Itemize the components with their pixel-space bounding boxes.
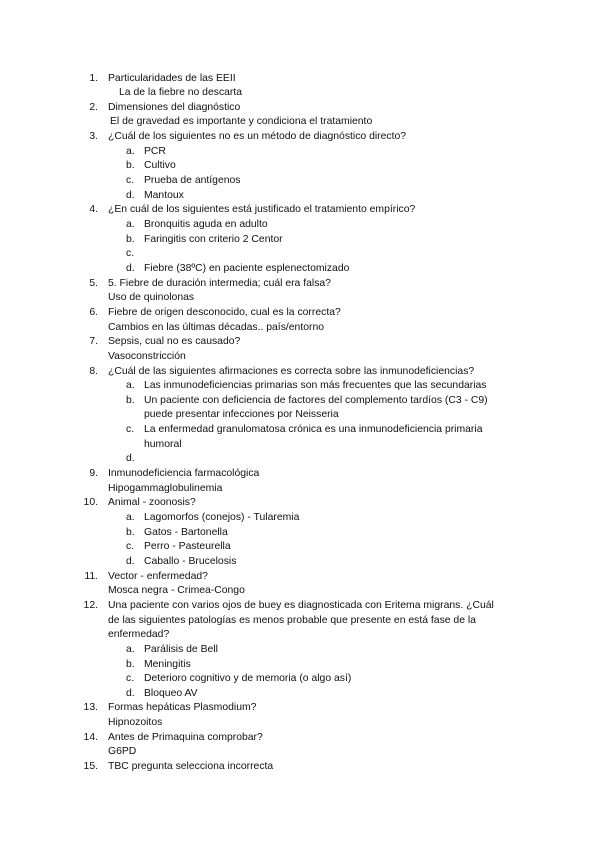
option-letter: d.: [126, 262, 135, 274]
answer-text: El de gravedad es importante y condiciona el tratamiento: [110, 116, 373, 128]
question-number: 12.: [83, 599, 98, 611]
option-text: Perro - Pasteurella: [144, 541, 231, 553]
option-letter: a.: [126, 512, 135, 523]
question-number: 8.: [89, 365, 98, 377]
answer-text: Hipogammaglobulinemia: [108, 482, 223, 494]
option-letter: c.: [126, 175, 135, 187]
option-letter: a.: [126, 643, 135, 655]
answer-text: Mosca negra - Crimea-Congo: [108, 585, 245, 597]
option-text: La enfermedad granulomatosa crónica es una inmunodeficiencia primaria: [144, 424, 483, 436]
question-number: 3.: [89, 131, 98, 143]
option-text: PCR: [144, 145, 166, 157]
option-letter: a.: [126, 219, 135, 230]
question-text: 5. Fiebre de duración intermedia; cuál era falsa?: [108, 277, 331, 289]
question-text: ¿En cuál de los siguientes está justificado el tratamiento empírico?: [108, 204, 416, 216]
question-number: 9.: [89, 468, 98, 480]
option-text: Cultivo: [144, 160, 176, 172]
option-letter: b.: [126, 160, 135, 172]
question-number: 14.: [83, 731, 98, 743]
question-text: enfermedad?: [108, 629, 170, 641]
question-text: ¿Cuál de los siguientes no es un método de diagnóstico directo?: [108, 131, 407, 143]
option-letter: d.: [126, 189, 135, 201]
question-number: 1.: [89, 72, 98, 84]
option-letter: c.: [126, 673, 135, 685]
question-text: Una paciente con varios ojos de buey es diagnosticada con Eritema migrans. ¿Cuál: [108, 599, 494, 611]
question-number: 15.: [83, 761, 98, 773]
question-text: Vector - enfermedad?: [108, 570, 208, 582]
question-text: Inmunodeficiencia farmacológica: [108, 468, 260, 480]
option-text: Faringitis con criterio 2 Centor: [144, 233, 283, 245]
question-number: 2.: [89, 101, 98, 113]
option-text: Las inmunodeficiencias primarias son más frecuentes que las secundarias: [144, 380, 487, 392]
option-text: Caballo - Brucelosis: [144, 555, 237, 567]
option-letter: b.: [126, 233, 135, 245]
option-text: Lagomorfos (conejos) - Tularemia: [144, 512, 300, 523]
option-letter: d.: [126, 687, 135, 699]
question-text: Sepsis, cual no es causado?: [108, 336, 241, 348]
answer-text: Vasoconstricción: [108, 350, 186, 362]
option-letter: a.: [126, 145, 135, 157]
question-number: 5.: [89, 277, 98, 289]
option-letter: a.: [126, 380, 135, 392]
option-text: Mantoux: [144, 189, 184, 201]
question-number: 13.: [83, 702, 98, 714]
option-text: Prueba de antígenos: [144, 175, 241, 187]
question-number: 7.: [89, 336, 98, 348]
question-text: Formas hepáticas Plasmodium?: [108, 702, 257, 714]
question-number: 4.: [89, 204, 98, 216]
option-text: humoral: [144, 438, 182, 450]
option-text: Parálisis de Bell: [144, 643, 218, 655]
option-letter: b.: [126, 394, 135, 406]
option-text: puede presentar infecciones por Neisseria: [144, 409, 339, 421]
option-letter: b.: [126, 526, 135, 538]
answer-text: Cambios en las últimas décadas.. país/entorno: [108, 321, 325, 333]
option-letter: c.: [126, 248, 135, 260]
question-text: Antes de Primaquina comprobar?: [108, 731, 263, 743]
question-text: Particularidades de las EEII: [108, 72, 236, 84]
option-letter: c.: [126, 424, 135, 436]
option-text: Deterioro cognitivo y de memoria (o algo así): [144, 673, 352, 685]
question-text: de las siguientes patologías es menos probable que presente en está fase de la: [108, 614, 476, 626]
option-text: Bronquitis aguda en adulto: [144, 219, 268, 230]
answer-text: Uso de quinolonas: [108, 292, 195, 304]
answer-text: La de la fiebre no descarta: [119, 87, 243, 99]
option-letter: d.: [126, 453, 135, 465]
option-letter: b.: [126, 658, 135, 670]
question-text: ¿Cuál de las siguientes afirmaciones es correcta sobre las inmunodeficiencias?: [108, 365, 475, 377]
question-number: 10.: [83, 497, 98, 509]
question-number: 6.: [89, 306, 98, 318]
question-text: TBC pregunta selecciona incorrecta: [108, 761, 274, 773]
question-text: Animal - zoonosis?: [108, 497, 196, 509]
answer-text: Hipnozoitos: [108, 717, 163, 729]
option-text: Bloqueo AV: [144, 687, 198, 699]
answer-text: G6PD: [108, 746, 137, 758]
question-text: Dimensiones del diagnóstico: [108, 101, 241, 113]
option-text: Gatos - Bartonella: [144, 526, 228, 538]
option-letter: c.: [126, 541, 135, 553]
option-text: Un paciente con deficiencia de factores del complemento tardíos (C3 - C9): [144, 394, 488, 406]
option-text: Fiebre (38ºC) en paciente esplenectomizado: [144, 262, 350, 274]
question-number: 11.: [84, 570, 98, 582]
option-letter: d.: [126, 555, 135, 567]
option-text: Meningitis: [144, 658, 191, 670]
question-text: Fiebre de origen desconocido, cual es la correcta?: [108, 306, 341, 318]
